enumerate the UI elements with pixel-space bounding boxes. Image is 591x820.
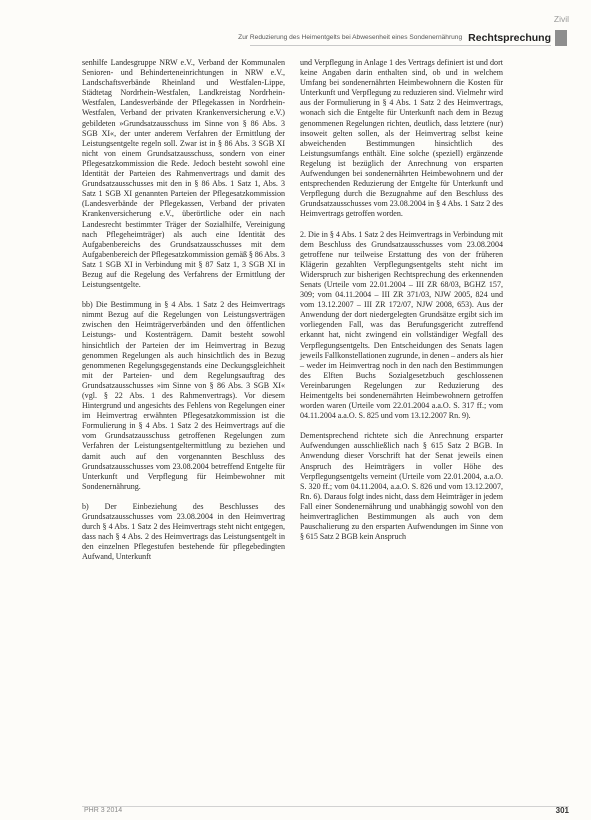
- article-subtitle: Zur Reduzierung des Heimentgelts bei Abwesenheit eines Sondenernährung: [238, 34, 463, 41]
- section-title: Rechtsprechung: [468, 31, 551, 44]
- page-number: 301: [555, 806, 569, 815]
- left-column: [82, 58, 285, 573]
- journal-issue: PHR 3 2014: [84, 807, 123, 814]
- paragraph: bb) Die Bestimmung in § 4 Abs. 1 Satz 2 des Heimvertrags nimmt Bezug auf die Regelungen von Leistungsverträgen zwischen den Heimträgerverbänden und den öffentlichen Leistungs- und Kostenträgern. Damit besteht sowohl hinsichtlich der Parteien der im Heimvertrag in Bezug genommen Regelungen als auch hinsichtlich des in Bezug genommenen Regelungsgegenstands eine Deckungsgleichheit mit der Parteien- und dem Regelungsauftrag des Grundsatzausschusses »im Sinne von § 86 Abs. 3 SGB XI« (vgl. § 22 Abs. 1 des Rahmenvertrags). Vor diesem Hintergrund und angesichts des Fehlens von Regelungen einer im Heimvertrag erwähnten Pflegesatzkommission ist die Formulierung in § 4 Abs. 1 Satz 2 des Heimvertrags auf die vom Grundsatzausschuss getroffenen Regelungen zum Verfahren der Leistungsentgeltermittlung zu beziehen und damit auch auf den vorgenannten Beschluss des Grundsatzausschusses vom 23.08.2004 betreffend Entgelte für Unterkunft und Verpflegung für Heimbewohner mit Sondenernährung.: [82, 300, 285, 491]
- category-tag: Zivil: [553, 14, 569, 24]
- section-marker: [555, 30, 567, 46]
- paragraph: 2. Die in § 4 Abs. 1 Satz 2 des Heimvertrags in Verbindung mit dem Beschluss des Grundsatzausschusses vom 23.08.2004 getroffene nur teilweise Erstattung des von der früheren Klägerin gezahlten Verpflegungsentgelts steht nicht im Widerspruch zur bisherigen Rechtsprechung des erkennenden Senats (Urteile vom 22.01.2004 – III ZR 68/03, BGHZ 157, 309; vom 04.11.2004 – III ZR 371/03, NJW 2005, 824 und vom 13.12.2007 – III ZR 172/07, NJW 2008, 653). Aus der Anwendung der dort niedergelegten Grundsätze ergibt sich im vorliegenden Fall, was das Berufungsgericht zutreffend erkannt hat, nicht zwingend ein vollständiger Wegfall des Verpflegungsentgelts. Den Entscheidungen des Senats lagen jeweils Fallkonstellationen zugrunde, in denen – anders als hier – weder im Heimvertrag noch in den nach den Bestimmungen des Elften Buchs Sozialgesetzbuch geschlossenen Vereinbarungen Regelungen zur Reduzierung des Heimentgelts bei sondenernährten Heimbewohnern getroffen worden waren (Urteile vom 22.01.2004 a.a.O. S. 317 ff.; vom 04.11.2004 a.a.O. S. 825 und vom 13.12.2007 Rn. 9).: [300, 229, 503, 421]
- right-column: [300, 58, 503, 552]
- footer-divider: [82, 806, 569, 807]
- running-header: [238, 30, 551, 46]
- paragraph: b) Der Einbeziehung des Beschlusses des Grundsatzausschusses vom 23.08.2004 in den Heimvertrag durch § 4 Abs. 1 Satz 2 des Heimvertrags steht nicht entgegen, dass nach § 4 Abs. 2 des Heimvertrags das Leistungsentgelt in den einzelnen Pflegestufen bestehende für pflegebedingten Aufwand, Unterkunft: [82, 501, 285, 562]
- paragraph: Dementsprechend richtete sich die Anrechnung ersparter Aufwendungen ausschließlich nach § 615 Satz 2 BGB. In Anwendung dieser Vorschrift hat der Senat jeweils einen Anspruch des Heimträgers in voller Höhe des Verpflegungsentgelts verneint (Urteile vom 22.01.2004, a.a.O. S. 320 ff.; vom 04.11.2004, a.a.O. S. 826 und vom 13.12.2007, Rn. 6). Daraus folgt indes nicht, dass dem Heimträger in jedem Fall einer Sondenernährung und unabhängig sowohl von den heimvertraglichen Bestimmungen als auch von dem Pauschalierung zu den ersparten Aufwendungen im Sinne von § 615 Satz 2 BGB kein Anspruch: [300, 431, 503, 542]
- paragraph: senhilfe Landesgruppe NRW e.V., Verband der Kommunalen Senioren- und Behinderteneinrichtungen in NRW e.V., Landschaftsverbände Rheinland und Westfalen-Lippe, Städtetag Nordrhein-Westfalen, Landkreistag Nordrhein-Westfalen, Landesverbände der Pflegekassen in Nordrhein-Westfalen, Verband der privaten Krankenversicherung e.V.) gebildeten »Grundsatzausschuss im Sinne von § 86 Abs. 3 SGB XI«, der unter anderem Verfahren der Ermittlung der Leistungsentgelte regeln soll. Zwar ist in § 86 Abs. 3 SGB XI nicht von einem Grundsatzausschuss, sondern von einer Pflegesatzkommission die Rede. Jedoch besteht sowohl eine Identität der Parteien des Rahmenvertrags und damit des Grundsatzausschusses mit den in § 86 Abs. 1 Satz 1, Abs. 3 Satz 1 SGB XI genannten Parteien der Pflegesatzkommission (Landesverbände der Pflegekassen, Verband der privaten Krankenversicherung e.V., überörtliche oder ein nach Landesrecht bestimmter Träger der Sozialhilfe, Vereinigung nach Pflegeheimträger) als auch eine Identität des Aufgabenbereichs des Grundsatzausschusses mit dem Aufgabenbereich der Pflegesatzkommission gemäß § 86 Abs. 3 Satz 1 SGB XI in Verbindung mit § 87 Satz 1, 3 SGB XI in Bezug auf die Regelung des Verfahrens der Ermittlung der Leistungsentgelte.: [82, 58, 285, 290]
- paragraph: und Verpflegung in Anlage 1 des Vertrags definiert ist und dort keine Angaben darin enthalten sind, ob und in welchem Umfang bei sondenernährten Heimbewohnern die Kosten für Unterkunft und Verpflegung zu reduzieren sind. Vielmehr wird aus der Formulierung in § 4 Abs. 1 Satz 2 des Heimvertrags, wonach sich die Entgelte für Unterkunft nach dem in Bezug genommenen Regelungen richten, deutlich, dass letztere (nur) insoweit gelten sollen, als der Heimvertrag selbst keine abweichenden Bestimmungen hinsichtlich des Leistungsumfangs enthält. Eine solche (speziell) ergänzende Regelung ist bezüglich der Anrechnung von ersparten Aufwendungen bei sondenernährten Heimbewohnern und der entsprechenden Reduzierung der Entgelte für Unterkunft und Verpflegung durch die Bezugnahme auf den Beschluss des Grundsatzausschusses vom 23.08.2004 in § 4 Abs. 1 Satz 2 des Heimvertrags getroffen worden.: [300, 58, 503, 219]
